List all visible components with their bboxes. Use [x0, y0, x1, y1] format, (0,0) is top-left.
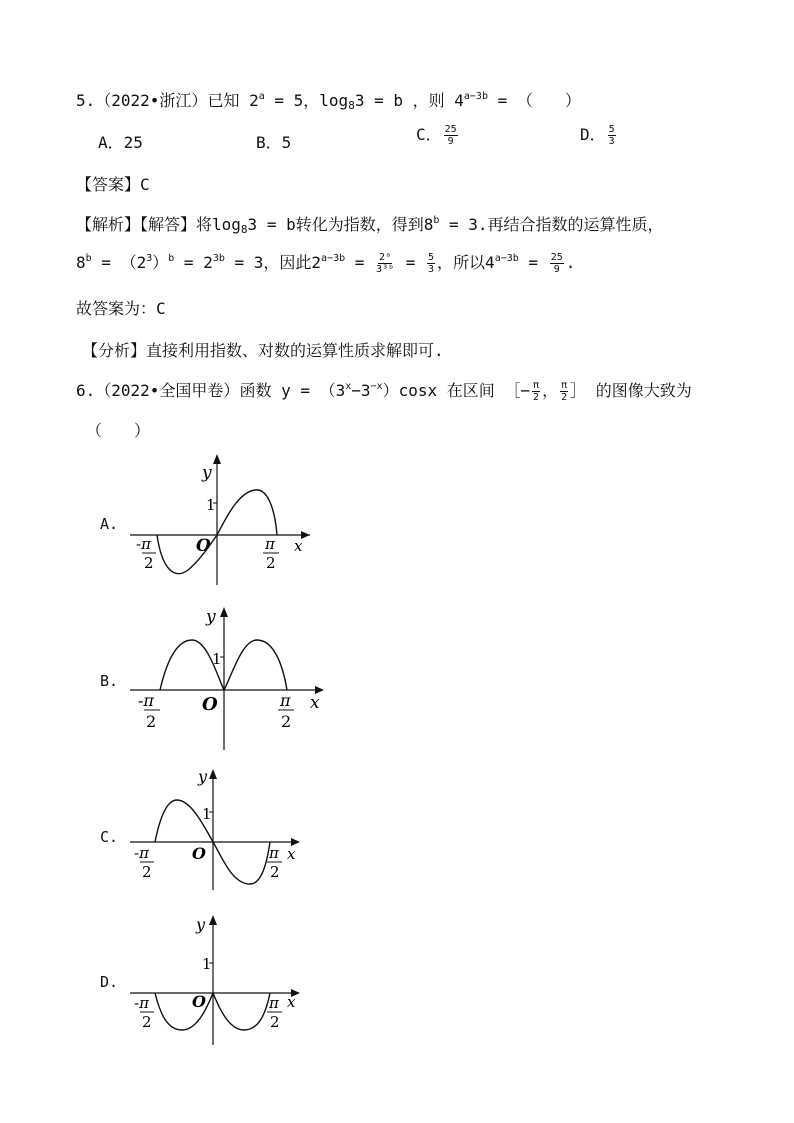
q5-option-d-fraction: $\frac{5}{3}$	[608, 124, 615, 147]
graph-c-origin: O	[192, 844, 206, 863]
graph-d[interactable]	[122, 908, 312, 1048]
q5-option-b[interactable]: B．5	[256, 133, 292, 152]
graph-a-tick-1: 1	[206, 496, 216, 514]
graph-c-label[interactable]: C.	[100, 828, 119, 846]
q5-option-a[interactable]: A．25	[98, 133, 143, 152]
graph-c-tick-1: 1	[202, 805, 212, 823]
q5-option-d[interactable]: D． $\frac{5}{3}$	[580, 124, 615, 147]
q5-final-answer: 故答案为：C	[76, 299, 166, 318]
graph-b-y-arrow	[220, 607, 228, 617]
graph-b-y-label: y	[206, 607, 216, 627]
graph-a-x-label: x	[294, 537, 303, 555]
graph-c-y-label: y	[198, 767, 208, 786]
q5-source: （2022•浙江）	[95, 91, 208, 110]
graph-a-label[interactable]: A.	[100, 515, 119, 533]
graph-b-x-label: x	[310, 693, 320, 713]
graph-b-tick-1: 1	[212, 650, 222, 668]
q6-answer-paren: （ ）	[86, 421, 151, 440]
svg-text:2: 2	[266, 554, 276, 572]
graph-c-y-arrow	[209, 769, 217, 779]
q5-number: 5.	[76, 91, 96, 110]
svg-text:2: 2	[142, 863, 152, 881]
q5-analysis-line1: 【解析】【解答】将log83 = b转化为指数，得到$8^b = 3$.再结合指数的运算性质，	[76, 215, 664, 236]
graph-b[interactable]	[122, 600, 332, 755]
svg-text:2: 2	[144, 554, 154, 572]
graph-d-y-label: y	[196, 915, 206, 934]
q6-stem: 6.（2022•全国甲卷）函数 $y = (3^x-3^{-x})\cos x$ 在区间 ［− $\frac{\pi}{2}$ ， $\frac{\pi}{2}$ ］ 的图像大致为	[76, 380, 692, 403]
svg-text:2: 2	[270, 1013, 280, 1031]
svg-text:2: 2	[146, 712, 157, 731]
graph-d-y-arrow	[209, 915, 217, 925]
graph-d-origin: O	[192, 992, 206, 1011]
graph-d-x-label: x	[287, 993, 296, 1011]
graph-c-pos-pi: π	[269, 844, 279, 862]
q5-option-c-fraction: $\frac{25}{9}$	[444, 124, 457, 147]
q5-option-c[interactable]: C． $\frac{25}{9}$	[416, 124, 457, 147]
graph-b-label[interactable]: B.	[100, 672, 119, 690]
graph-a-neg-pi: -π	[136, 535, 151, 553]
graph-b-neg-pi: -π	[138, 691, 154, 710]
graph-c-x-label: x	[287, 845, 296, 863]
graph-c-neg-pi: -π	[134, 844, 149, 862]
graph-b-origin: O	[202, 694, 218, 715]
graph-d-pos-pi: π	[269, 994, 279, 1012]
q5-stem: 5.（2022•浙江）已知 $2^a = 5$，log83 = b ，则 $4^{a-3b}$ = （ ）	[76, 91, 581, 112]
graph-d-label[interactable]: D.	[100, 973, 119, 991]
graph-a-origin: O	[196, 536, 211, 556]
svg-text:2: 2	[142, 1013, 152, 1031]
svg-text:2: 2	[270, 863, 280, 881]
q6-source: （2022•全国甲卷）	[95, 381, 240, 400]
graph-b-pos-pi: π	[280, 691, 291, 710]
graph-c[interactable]	[122, 762, 312, 892]
graph-d-neg-pi: -π	[134, 994, 149, 1012]
q6-number: 6.	[76, 381, 96, 400]
graph-a-pos-pi: π	[265, 535, 275, 553]
q5-answer: 【答案】C	[76, 175, 150, 194]
graph-d-tick-1: 1	[202, 955, 212, 973]
graph-a[interactable]	[120, 450, 320, 590]
graph-a-y-label: y	[202, 463, 212, 483]
q5-fenxi: 【分析】直接利用指数、对数的运算性质求解即可.	[82, 341, 444, 360]
svg-text:2: 2	[281, 712, 292, 731]
graph-a-y-arrow	[213, 454, 221, 464]
q5-analysis-line2: $8^b = (2^3)^b = 2^{3b} = 3$，因此$2^{a-3b}$ = $\frac{\text{2ᵃ}}{\text{3³ᵇ}}$ = $\frac{5}{3}$ ，所以$4^{a-3b}$ = $\frac{25}{9}$ .	[76, 252, 576, 275]
